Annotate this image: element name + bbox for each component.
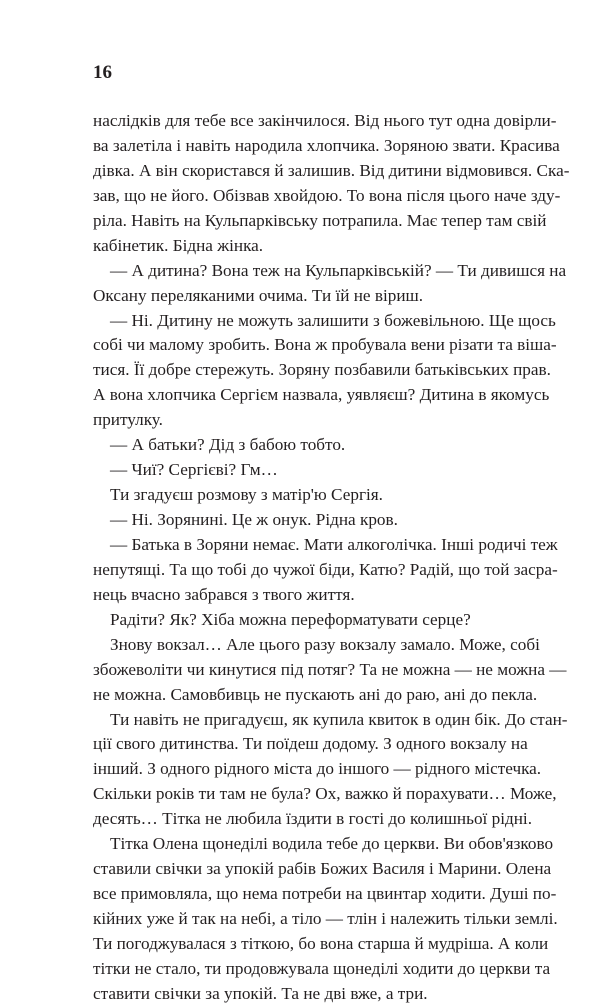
text-line: тися. Її добре стережуть. Зоряну позбавили батьківських прав. bbox=[93, 360, 551, 380]
text-line: тітки не стало, ти продовжувала щонеділі ходити до церкви та bbox=[93, 958, 551, 978]
text-line: Радіти? Як? Хіба можна переформатувати серце? bbox=[110, 609, 471, 629]
text-line: — А батьки? Дід з бабою тобто. bbox=[110, 435, 346, 455]
text-line: кабінетик. Бідна жінка. bbox=[93, 235, 264, 255]
text-line: А вона хлопчика Сергієм назвала, уявляєш? Дитина в якомусь bbox=[93, 385, 550, 405]
text-line: наслідків для тебе все закінчилося. Від нього тут одна довірли- bbox=[93, 111, 557, 130]
text-line: зав, що не його. Обізвав хвойдою. То вона після цього наче зду- bbox=[93, 185, 561, 205]
text-line: ва залетіла і навіть народила хлопчика. Зоряною звати. Красива bbox=[93, 135, 560, 155]
text-line: Ти погоджувалася з тіткою, бо вона старша й мудріша. А коли bbox=[93, 933, 549, 953]
text-line: збожеволіти чи кинутися під потяг? Та не можна — не можна — bbox=[93, 659, 567, 679]
page-number: 16 bbox=[93, 62, 112, 83]
text-line: — Ні. Зорянині. Це ж онук. Рідна кров. bbox=[110, 510, 398, 529]
text-line: ставити свічки за упокій. Та не дві вже, а три. bbox=[93, 983, 428, 1003]
text-line: Знову вокзал… Але цього разу вокзалу замало. Може, собі bbox=[110, 634, 540, 654]
text-line: Тітка Олена щонеділі водила тебе до церкви. Ви обов'язково bbox=[110, 834, 554, 854]
text-line: все примовляла, що нема потреби на цвинтар ходити. Душі по- bbox=[93, 884, 557, 904]
body-text bbox=[93, 109, 570, 1007]
text-line: — Батька в Зоряни немає. Мати алкоголічка. Інші родичі теж bbox=[110, 534, 558, 554]
text-line: не можна. Самовбивць не пускають ані до раю, ані до пекла. bbox=[93, 684, 538, 704]
text-line: ставили свічки за упокій рабів Божих Василя і Марини. Олена bbox=[93, 859, 552, 879]
text-line: нець вчасно забрався з твого життя. bbox=[93, 584, 355, 604]
text-line: притулку. bbox=[93, 410, 163, 430]
text-line: кійних уже й так на небі, а тіло — тлін і належить тільки землі. bbox=[93, 909, 558, 928]
text-line: — Чиї? Сергієві? Гм… bbox=[110, 460, 278, 480]
text-line: — А дитина? Вона теж на Кульпарківській? — Ти дивишся на bbox=[110, 260, 567, 280]
text-line: Скільки років ти там не була? Ох, важко й порахувати… Може, bbox=[93, 784, 557, 804]
text-line: Оксану переляканими очима. Ти їй не віриш. bbox=[93, 285, 424, 305]
text-line: Ти навіть не пригадуєш, як купила квиток в один бік. До стан- bbox=[110, 709, 568, 729]
text-line: — Ні. Дитину не можуть залишити з божевільною. Ще щось bbox=[110, 310, 556, 330]
text-line: непутящі. Та що тобі до чужої біди, Катю? Радій, що той засра- bbox=[93, 559, 558, 579]
text-line: ції свого дитинства. Ти поїдеш додому. З одного вокзалу на bbox=[93, 734, 528, 754]
text-line: Ти згадуєш розмову з матір'ю Сергія. bbox=[110, 485, 383, 505]
text-line: собі чи малому зробить. Вона ж пробувала вени різати та віша- bbox=[93, 335, 557, 355]
text-line: дівка. А він скористався й залишив. Від дитини відмовився. Ска- bbox=[93, 160, 570, 180]
text-line: десять… Тітка не любила їздити в гості до колишньої рідні. bbox=[93, 809, 533, 829]
text-line: інший. З одного рідного міста до іншого — рідного містечка. bbox=[93, 759, 542, 779]
text-line: ріла. Навіть на Кульпарківську потрапила. Має тепер там свій bbox=[93, 210, 547, 230]
